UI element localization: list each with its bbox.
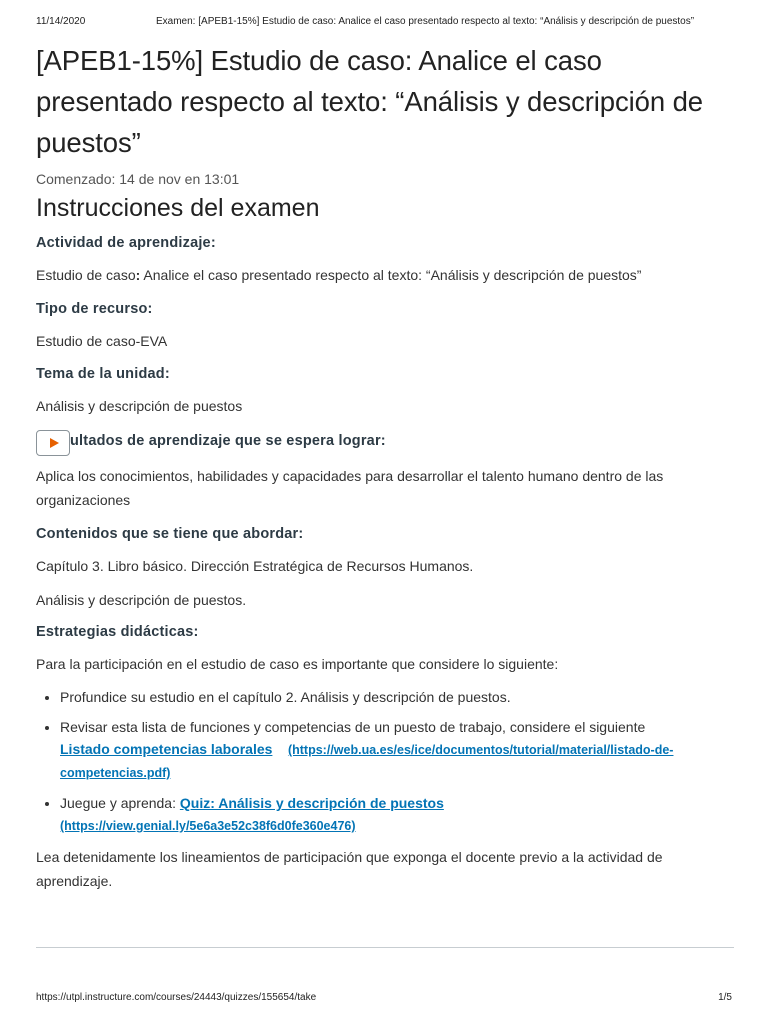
actividad-heading: Actividad de aprendizaje: [36,235,216,251]
quiz-genially-link[interactable]: Quiz: Análisis y descripción de puestos [179,795,444,811]
play-icon [50,438,59,448]
list-item [60,716,734,784]
print-header [36,16,732,27]
tema-heading: Tema de la unidad: [36,366,170,382]
actividad-colon: : [135,267,141,283]
list-item [60,792,734,837]
quiz-genially-url[interactable]: (https://view.genial.ly/5e6a3e52c38f6d0fe360e476) [60,819,356,833]
estrategias-intro: Para la participación en el estudio de caso es importante que considere lo siguiente: [36,656,559,672]
print-footer [36,992,732,1003]
resultados-row [36,430,734,458]
estrategias-heading: Estrategias didácticas: [36,624,199,640]
print-url: https://utpl.instructure.com/courses/24443/quizzes/155654/take [36,992,317,1003]
print-title: Examen: [APEB1-15%] Estudio de caso: Analice el caso presentado respecto al texto: “Análisis y descripción de puestos” [156,16,695,27]
recurso-text: Estudio de caso-EVA [36,333,168,349]
tema-text: Análisis y descripción de puestos [36,398,243,414]
bullet2-text: Revisar esta lista de funciones y competencias de un puesto de trabajo, considere el siguiente [60,719,646,735]
estrategias-list [36,686,734,837]
bullet3-text: Juegue y aprenda: [60,795,180,811]
listado-competencias-url[interactable]: (https://web.ua.es/es/ice/documentos/tutorial/material/listado-de-competencias.pdf) [60,743,674,780]
instructions-heading: Instrucciones del examen [36,194,320,222]
recurso-heading: Tipo de recurso: [36,301,153,317]
page-title: [APEB1-15%] Estudio de caso: Analice el caso presentado respecto al texto: “Análisis y descripción de puestos” [36,45,703,158]
contenidos-text-1: Capítulo 3. Libro básico. Dirección Estratégica de Recursos Humanos. [36,558,474,574]
listado-competencias-link[interactable]: Listado competencias laborales [60,741,273,757]
resultados-heading: ultados de aprendizaje que se espera lograr: [70,433,386,449]
actividad-text-b: Analice el caso presentado respecto al texto: “Análisis y descripción de puestos” [140,267,642,283]
contenidos-text-2: Análisis y descripción de puestos. [36,592,247,608]
closing-text: Lea detenidamente los lineamientos de participación que exponga el docente previo a la actividad de aprendizaje. [36,849,663,889]
print-date: 11/14/2020 [36,16,86,27]
play-button[interactable] [36,430,70,456]
resultados-text: Aplica los conocimientos, habilidades y capacidades para desarrollar el talento humano dentro de las organizaciones [36,468,664,508]
actividad-text-a: Estudio de caso [36,267,136,283]
started-timestamp: Comenzado: 14 de nov en 13:01 [36,171,240,187]
bullet1-text: Profundice su estudio en el capítulo 2. Análisis y descripción de puestos. [60,689,511,705]
divider [36,947,734,948]
contenidos-heading: Contenidos que se tiene que abordar: [36,526,304,542]
actividad-text [36,263,734,287]
quiz-content [36,40,734,893]
list-item [60,686,734,708]
print-page-number: 1/5 [718,992,732,1003]
